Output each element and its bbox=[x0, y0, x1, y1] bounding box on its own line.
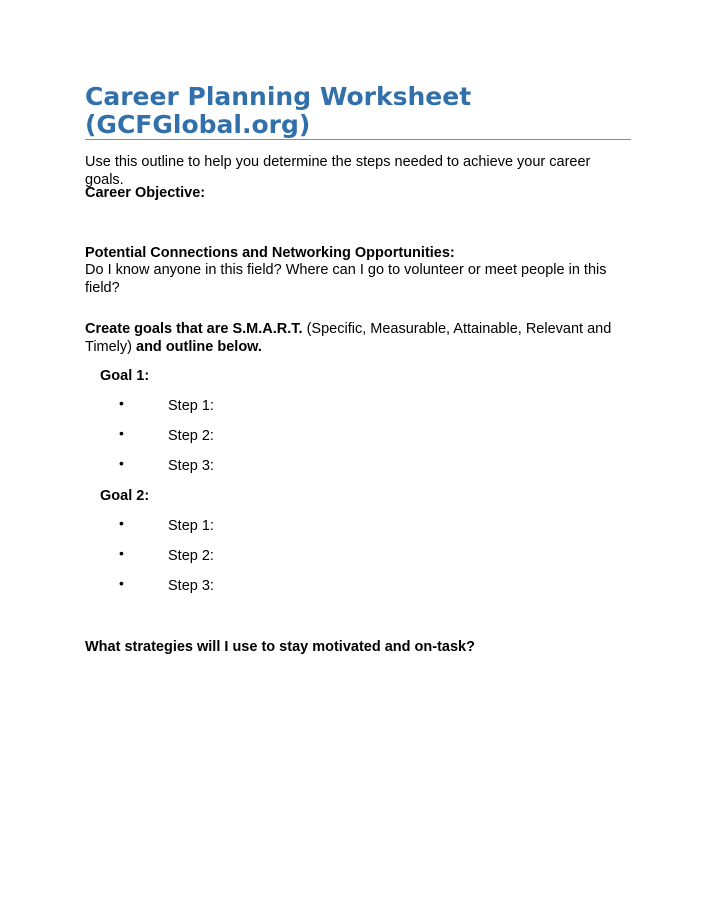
bullet-icon: • bbox=[119, 425, 124, 441]
bullet-icon: • bbox=[119, 515, 124, 531]
smart-goals-instruction bbox=[85, 320, 632, 356]
bullet-icon: • bbox=[119, 575, 124, 591]
goal-2-step-1: Step 1: bbox=[168, 518, 214, 534]
smart-lead: Create goals that are S.M.A.R.T. bbox=[85, 321, 303, 337]
goal-2-step-3: Step 3: bbox=[168, 578, 214, 594]
bullet-icon: • bbox=[119, 545, 124, 561]
bullet-icon: • bbox=[119, 455, 124, 471]
smart-definition: (Specific, Measurable, Attainable, Relevant and Timely) bbox=[85, 321, 612, 355]
bullet-icon: • bbox=[119, 395, 124, 411]
goal-1-step-1: Step 1: bbox=[168, 398, 214, 414]
smart-tail: and outline below. bbox=[131, 339, 262, 355]
goal-2-label: Goal 2: bbox=[100, 488, 150, 504]
intro-text: Use this outline to help you determine the steps needed to achieve your career goals. bbox=[85, 154, 591, 188]
goal-2-step-2: Step 2: bbox=[168, 548, 214, 564]
goal-1-step-3: Step 3: bbox=[168, 458, 214, 474]
goal-1-label: Goal 1: bbox=[100, 368, 150, 384]
motivation-question: What strategies will I use to stay motivated and on-task? bbox=[85, 639, 475, 655]
goal-1-step-2: Step 2: bbox=[168, 428, 214, 444]
career-objective-label: Career Objective: bbox=[85, 185, 206, 201]
page-title: Career Planning Worksheet (GCFGlobal.org) bbox=[85, 82, 472, 139]
title-divider bbox=[85, 139, 631, 140]
networking-heading: Potential Connections and Networking Opportunities: bbox=[85, 245, 455, 261]
networking-question: Do I know anyone in this field? Where can I go to volunteer or meet people in this field? bbox=[85, 262, 607, 296]
